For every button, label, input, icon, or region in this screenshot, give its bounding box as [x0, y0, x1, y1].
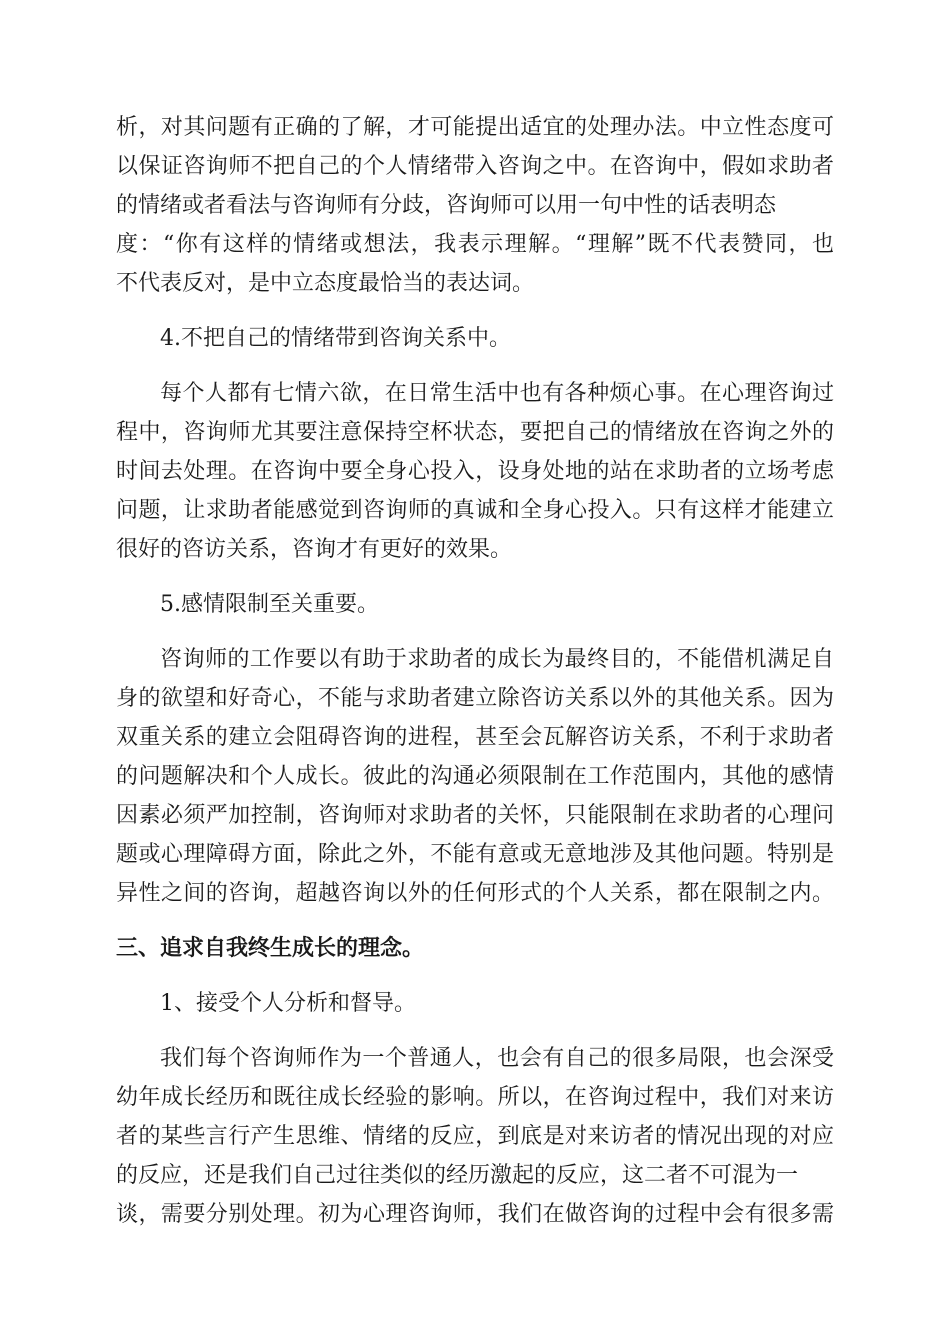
- text-line: 咨询师的工作要以有助于求助者的成长为最终目的，不能借机满足自: [160, 647, 834, 672]
- text-line: 的情绪或者看法与咨询师有分歧，咨询师可以用一句中性的话表明态: [116, 193, 777, 218]
- text-line: 度：“你有这样的情绪或想法，我表示理解。“理解”既不代表赞同，也: [116, 232, 834, 257]
- text-line: 以保证咨询师不把自己的个人情绪带入咨询之中。在咨询中，假如求助者: [116, 154, 834, 179]
- paragraph-emotion-limits: [116, 640, 834, 913]
- text-line: 每个人都有七情六欲，在日常生活中也有各种烦心事。在心理咨询过: [160, 381, 834, 406]
- text-line: 双重关系的建立会阻碍咨询的进程，甚至会瓦解咨访关系，不利于求助者: [116, 725, 834, 750]
- list-item-1: [116, 984, 834, 1023]
- text-line: 时间去处理。在咨询中要全身心投入，设身处地的站在求助者的立场考虑: [116, 459, 834, 484]
- text-line: 析，对其问题有正确的了解，才可能提出适宜的处理办法。中立性态度可: [116, 115, 834, 140]
- text-line: 谈，需要分别处理。初为心理咨询师，我们在做咨询的过程中会有很多需: [116, 1202, 834, 1227]
- section-heading: [116, 929, 834, 968]
- item-heading: 4.不把自己的情绪带到咨询关系中。: [160, 326, 511, 351]
- text-line: 题或心理障碍方面，除此之外，不能有意或无意地涉及其他问题。特别是: [116, 842, 834, 867]
- text-line: 因素必须严加控制，咨询师对求助者的关怀，只能限制在求助者的心理问: [116, 803, 834, 828]
- text-line: 的问题解决和个人成长。彼此的沟通必须限制在工作范围内，其他的感情: [116, 764, 834, 789]
- list-item-5: [116, 585, 834, 624]
- text-line: 问题，让求助者能感觉到咨询师的真诚和全身心投入。只有这样才能建立: [116, 498, 834, 523]
- document-page: [116, 108, 834, 1234]
- text-line: 者的某些言行产生思维、情绪的反应，到底是对来访者的情况出现的对应: [116, 1124, 834, 1149]
- text-line: 不代表反对，是中立态度最恰当的表达词。: [116, 271, 535, 296]
- list-item-4: [116, 319, 834, 358]
- text-line: 程中，咨询师尤其要注意保持空杯状态，要把自己的情绪放在咨询之外的: [116, 420, 834, 445]
- paragraph-personal-analysis: [116, 1039, 834, 1234]
- text-line: 很好的咨访关系，咨询才有更好的效果。: [116, 537, 513, 562]
- paragraph-neutral-attitude: [116, 108, 834, 303]
- text-line: 身的欲望和好奇心，不能与求助者建立除咨访关系以外的其他关系。因为: [116, 686, 834, 711]
- text-line: 的反应，还是我们自己过往类似的经历激起的反应，这二者不可混为一: [116, 1163, 799, 1188]
- section-title: 三、追求自我终生成长的理念。: [116, 936, 425, 961]
- text-line: 异性之间的咨询，超越咨询以外的任何形式的个人关系，都在限制之内。: [116, 881, 834, 906]
- item-heading: 5.感情限制至关重要。: [160, 592, 379, 617]
- item-heading: 1、接受个人分析和督导。: [160, 991, 416, 1016]
- paragraph-emotions: [116, 374, 834, 569]
- text-line: 幼年成长经历和既往成长经验的影响。所以，在咨询过程中，我们对来访: [116, 1085, 834, 1110]
- text-line: 我们每个咨询师作为一个普通人，也会有自己的很多局限，也会深受: [160, 1046, 834, 1071]
